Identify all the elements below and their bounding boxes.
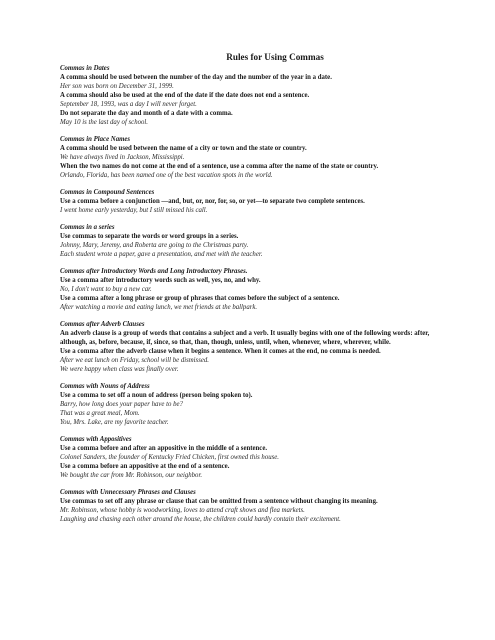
rule-text: Use a comma after a long phrase or group of phrases that comes before the subject of a sentence. — [60, 295, 340, 302]
example-sentence: After we eat lunch on Friday, school will be dismissed. — [60, 357, 209, 364]
rule-text: A comma should also be used at the end of the date if the date does not end a sentence. — [60, 92, 310, 99]
section-heading: Commas with Nouns of Address — [60, 383, 150, 390]
section-heading: Commas after Introductory Words and Long Introductory Phrases. — [60, 268, 248, 275]
rule-text: A comma should be used between the number of the day and the number of the year in a date. — [60, 74, 332, 81]
example-sentence: I went home early yesterday, but I still missed his call. — [60, 207, 208, 214]
example-sentence: Orlando, Florida, has been named one of the best vacation spots in the world. — [60, 172, 273, 179]
example-sentence: We bought the car from Mr. Robinson, our neighbor. — [60, 472, 203, 479]
example-sentence: After watching a movie and eating lunch, we met friends at the ballpark. — [60, 304, 258, 311]
rule-section — [60, 435, 450, 480]
example-sentence: Colonel Sanders, the founder of Kentucky Fried Chicken, first owned this house. — [60, 454, 279, 461]
section-heading: Commas in Dates — [60, 65, 110, 72]
rule-section — [60, 223, 450, 259]
rule-section — [60, 188, 450, 215]
example-sentence: We were happy when class was finally over. — [60, 366, 179, 373]
rule-section — [60, 135, 450, 180]
example-sentence: That was a great meal, Mom. — [60, 410, 140, 417]
rule-text: Use a comma after introductory words such as well, yes, no, and why. — [60, 277, 261, 284]
rule-section — [60, 320, 450, 374]
page-title: Rules for Using Commas — [226, 52, 324, 62]
rule-text: Use a comma after the adverb clause when it begins a sentence. When it comes at the end, no comma is needed. — [60, 348, 381, 355]
example-sentence: Mr. Robinson, whose hobby is woodworking, loves to attend craft shows and flea markets. — [60, 507, 305, 514]
example-sentence: We have always lived in Jackson, Mississippi. — [60, 154, 185, 161]
example-sentence: You, Mrs. Lake, are my favorite teacher. — [60, 419, 169, 426]
rule-text: Use a comma to set off a noun of address (person being spoken to). — [60, 392, 253, 399]
rule-section — [60, 382, 450, 427]
sections-container — [60, 64, 450, 524]
section-heading: Commas in a series — [60, 224, 115, 231]
example-sentence: Her son was born on December 31, 1999. — [60, 83, 174, 90]
rule-section — [60, 64, 450, 127]
rule-text: Do not separate the day and month of a date with a comma. — [60, 110, 233, 117]
example-sentence: Laughing and chasing each other around the house, the children could hardly contain their excitement. — [60, 516, 341, 523]
rule-text: When the two names do not come at the end of a sentence, use a comma after the name of the state or country. — [60, 163, 379, 170]
example-sentence: Johnny, Mary, Jeremy, and Roberta are going to the Christmas party. — [60, 242, 249, 249]
rule-text: Use a comma before and after an appositive in the middle of a sentence. — [60, 445, 268, 452]
rule-text: Use commas to set off any phrase or clause that can be omitted from a sentence without changing its meaning. — [60, 498, 378, 505]
section-heading: Commas with Unnecessary Phrases and Clauses — [60, 489, 196, 496]
section-heading: Commas after Adverb Clauses — [60, 321, 145, 328]
rule-text: A comma should be used between the name of a city or town and the state or country. — [60, 145, 307, 152]
section-heading: Commas in Place Names — [60, 136, 131, 143]
example-sentence: September 18, 1993, was a day I will never forget. — [60, 101, 197, 108]
rule-text: An adverb clause is a group of words that contains a subject and a verb. It usually begins with one of the following words: after, although, as, before, because, if, since, so that, than, though, unless, until, when, whenever, where, wherever, while. — [60, 330, 430, 346]
rule-text: Use commas to separate the words or word groups in a series. — [60, 233, 239, 240]
rule-section — [60, 488, 450, 524]
section-heading: Commas with Appositives — [60, 436, 132, 443]
example-sentence: No, I don't want to buy a new car. — [60, 286, 152, 293]
rule-section — [60, 267, 450, 312]
example-sentence: Barry, how long does your paper have to be? — [60, 401, 183, 408]
rule-text: Use a comma before a conjunction —and, but, or, nor, for, so, or yet—to separate two complete sentences. — [60, 198, 365, 205]
example-sentence: May 10 is the last day of school. — [60, 119, 148, 126]
example-sentence: Each student wrote a paper, gave a presentation, and met with the teacher. — [60, 251, 263, 258]
section-heading: Commas in Compound Sentences — [60, 189, 155, 196]
rule-text: Use a comma before an appositive at the end of a sentence. — [60, 463, 230, 470]
